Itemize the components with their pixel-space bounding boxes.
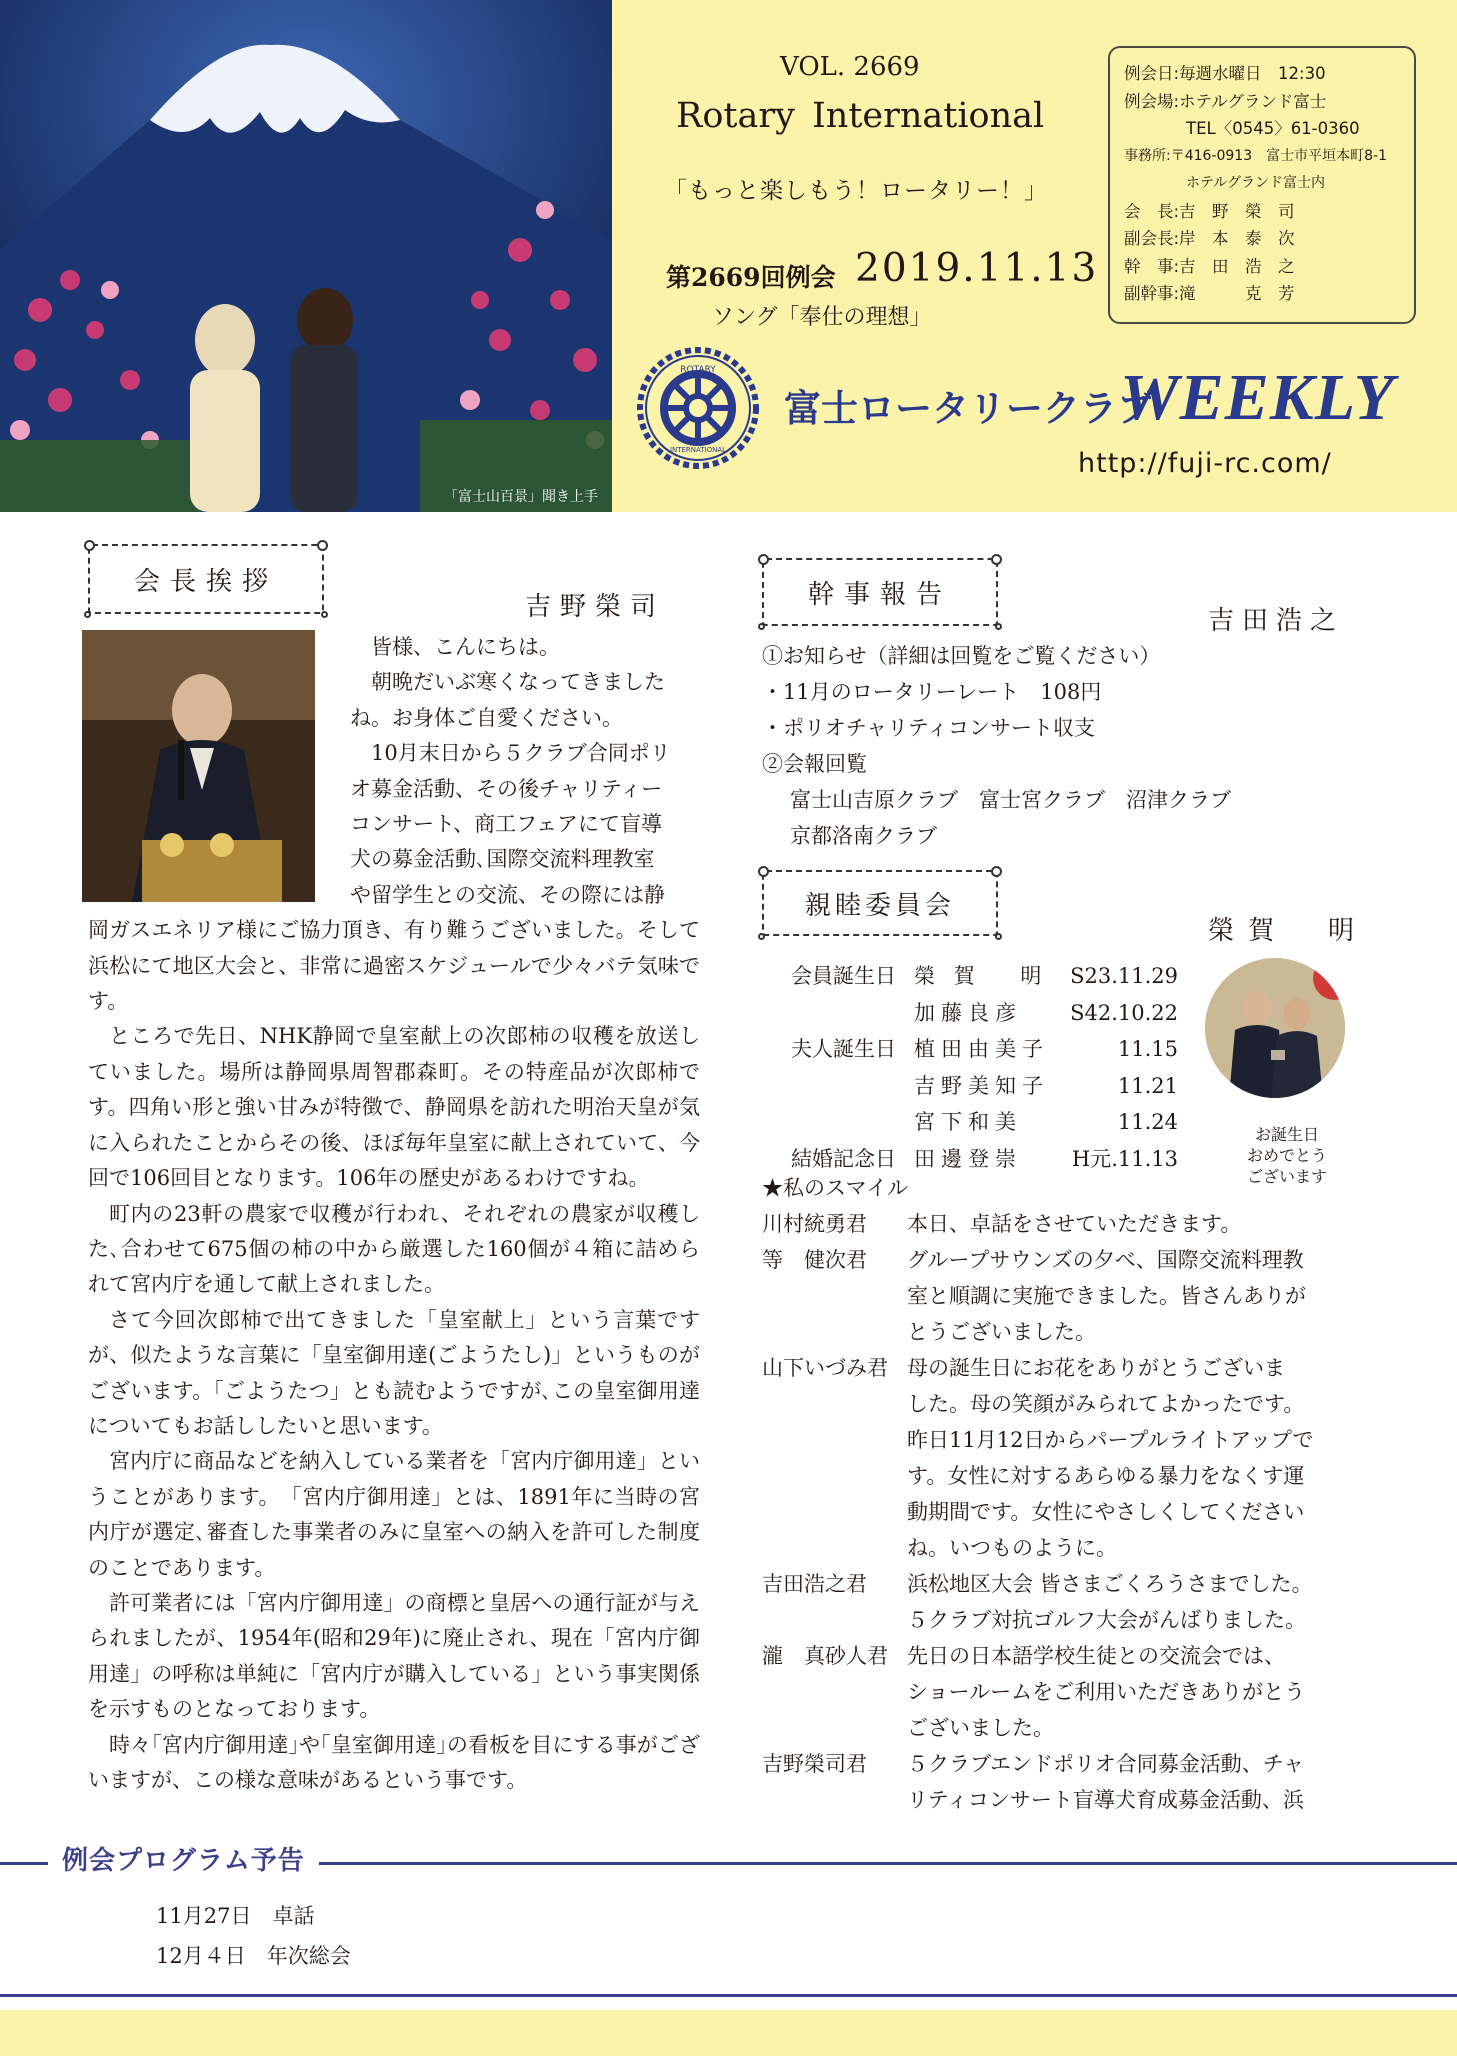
- meeting-song: ソング「奉仕の理想」: [712, 305, 932, 330]
- president-paragraph: 町内の23軒の農家で収穫が行われ、それぞれの農家が収穫した､合わせて675個の柿の中から厳選した160個が４箱に詰められて宮内庁を通して献上されました。: [88, 1201, 700, 1297]
- secretary-author: 吉田浩之: [1208, 606, 1345, 636]
- meeting-date: 2019.11.13: [855, 246, 1099, 291]
- smile-line: 母の誕生日にお花をありがとうございま: [907, 1356, 1285, 1380]
- club-name: 富士ロータリークラブ: [784, 386, 1154, 430]
- celebration-name: 植田由美子: [914, 1037, 1049, 1061]
- celebration-date: S23.11.29: [1070, 964, 1178, 988]
- smile-heading: ★私のスマイル: [762, 1176, 909, 1200]
- office-address-2: ホテルグランド富士内: [1186, 175, 1326, 191]
- president-paragraph: さて今回次郎柿で出てきました「皇室献上」という言葉ですが、似たような言葉に「皇室御用達(ごようたし)」というものがございます。「ごようたつ」とも読むようですが､この皇室御用達についてもお話ししたいと思います。: [88, 1307, 700, 1438]
- celebration-label: 夫人誕生日: [791, 1037, 896, 1061]
- president-heading: [88, 544, 324, 614]
- president-line: 皆様、こんにちは。: [371, 635, 560, 659]
- caption-line: お誕生日: [1254, 1125, 1319, 1144]
- header: [0, 0, 1457, 512]
- wheel-text-bottom: INTERNATIONAL: [669, 446, 727, 454]
- celebration-date: S42.10.22: [1070, 1000, 1178, 1025]
- president-line: コンサート、商工フェアにて盲導: [350, 812, 663, 837]
- secretary-heading-text: 幹事報告: [807, 579, 952, 610]
- smile-line: ５クラブ対抗ゴルフ大会がんばりました。: [907, 1608, 1306, 1632]
- celebration-name: 宮下和美: [914, 1110, 1022, 1134]
- program-item: 12月４日 年次総会: [156, 1944, 351, 1968]
- smile-member: 吉野榮司君: [762, 1752, 867, 1776]
- smile-member: 山下いづみ君: [762, 1356, 888, 1380]
- smile-line: ね。いつものように。: [907, 1536, 1117, 1560]
- smile-line: 室と順調に実施できました。皆さんありが: [907, 1284, 1306, 1308]
- footer-band: [0, 2010, 1457, 2056]
- cover-photo: [0, 0, 612, 512]
- celebration-date: 11.21: [1117, 1073, 1178, 1098]
- club-url-link[interactable]: http://fuji-rc.com/: [1078, 448, 1332, 479]
- caption-line: ございます: [1246, 1167, 1327, 1186]
- smile-member: 等 健次君: [762, 1248, 867, 1272]
- president-line: 犬の募金活動､国際交流料理教室: [350, 847, 655, 872]
- cover-caption: 「富士山百景」聞き上手: [444, 489, 598, 505]
- celebration-label: [770, 1104, 914, 1141]
- celebration-name: 加藤良彦: [914, 1000, 1022, 1025]
- president-line: や留学生との交流、その際には静: [350, 882, 665, 907]
- smile-line: 動期間です。女性にやさしくしてください: [907, 1500, 1305, 1524]
- birthday-photo: [1205, 958, 1345, 1098]
- celebration-label: 結婚記念日: [791, 1146, 896, 1171]
- secretary-report: [762, 638, 1362, 854]
- program-list: [156, 1896, 351, 1976]
- meeting-day: 例会日:毎週水曜日 12:30: [1124, 64, 1326, 83]
- social-heading: [762, 870, 998, 936]
- celebration-row: [770, 958, 1178, 995]
- smile-member: 吉田浩之君: [762, 1572, 867, 1596]
- president-heading-text: 会長挨拶: [133, 566, 278, 597]
- celebration-name: 田邊登崇: [914, 1146, 1022, 1171]
- rotary-wheel-icon: [634, 344, 762, 472]
- celebration-label: 会員誕生日: [791, 964, 896, 988]
- social-author: 榮賀 明: [1208, 916, 1369, 946]
- smile-member: 瀧 真砂人君: [762, 1644, 888, 1668]
- annual-theme: 「もっと楽しもう！ロータリー！」: [664, 178, 1048, 204]
- smile-line: リティコンサート盲導犬育成募金活動、浜: [907, 1788, 1304, 1812]
- president-paragraph: ところで先日、NHK静岡で皇室献上の次郎柿の収穫を放送していました。場所は静岡県周智郡森町。その特産品が次郎柿です。四角い形と強い甘みが特徴で、静岡県を訪れた明治天皇が気に入られたことからその後、ほぼ毎年皇室に献上されていて、今回で106回目となります。106年の歴史があるわけですね。: [88, 1024, 700, 1191]
- president-name: 会 長:吉 野 榮 司: [1124, 201, 1295, 221]
- celebration-table: [770, 958, 1178, 1177]
- smile-box-section: [762, 1170, 1377, 1818]
- president-paragraph: 岡ガスエネリア様にご協力頂き、有り難うございました。そして浜松にて地区大会と、非常に過密スケジュールで少々バテ気味です。: [88, 918, 700, 1014]
- president-paragraph: 宮内庁に商品などを納入している業者を「宮内庁御用達」ということがあります。 「宮内庁御用達」とは、1891年に当時の宮内庁が選定､審査した事業者のみに皇室への納入を許可した制度のことであります。: [88, 1449, 700, 1580]
- smile-entry: [762, 1350, 1377, 1566]
- smile-entry: [762, 1746, 1377, 1818]
- smile-line: ございました。: [907, 1716, 1054, 1740]
- celebration-row: [770, 1104, 1178, 1141]
- program-rule-bottom: [0, 1994, 1457, 1997]
- smile-line: ショールームをご利用いただきありがとう: [907, 1680, 1306, 1704]
- smile-line: 本日、卓話をさせていただきます。: [907, 1212, 1242, 1236]
- celebration-label: [770, 995, 914, 1032]
- smile-member: 川村統勇君: [762, 1212, 867, 1236]
- program-item: 11月27日 卓話: [156, 1904, 315, 1928]
- smile-line: とうございました。: [907, 1320, 1096, 1344]
- smile-line: 浜松地区大会 皆さまごくろうさまでした。: [907, 1572, 1313, 1596]
- office-address: 事務所:〒416-0913 富士市平垣本町8-1: [1124, 147, 1387, 164]
- celebration-row: [770, 995, 1178, 1032]
- celebration-row: [770, 1031, 1178, 1068]
- president-line: 朝晩だいぶ寒くなってきました: [371, 670, 665, 695]
- president-paragraph: 許可業者には「宮内庁御用達」の商標と皇居への通行証が与えられましたが、1954年(昭和29年)に廃止され、現在「宮内庁御用達」の呼称は単純に「宮内庁が購入している」という事実関係を示すものとなっております。: [88, 1590, 700, 1722]
- meeting-number: 第2669回例会: [666, 263, 836, 292]
- secretary-line: ・11月のロータリーレート 108円: [762, 680, 1102, 704]
- smile-message: [907, 1566, 1377, 1638]
- celebration-name: 榮 賀 明: [914, 964, 1048, 988]
- social-heading-text: 親睦委員会: [804, 890, 955, 921]
- smile-line: ５クラブエンドポリオ合同募金活動、チャ: [907, 1752, 1305, 1776]
- program-title: 例会プログラム予告: [48, 1840, 319, 1877]
- vice-secretary-name: 副幹事:滝 克 芳: [1124, 284, 1295, 303]
- vice-president-name: 副会長:岸 本 泰 次: [1124, 229, 1295, 248]
- president-line: 10月末日から５クラブ合同ポリ: [371, 741, 671, 766]
- club-info-box: [1108, 46, 1416, 324]
- wheel-text-top: ROTARY: [680, 365, 716, 375]
- smile-line: グループサウンズの夕べ、国際交流料理教: [907, 1248, 1304, 1272]
- smile-message: [907, 1350, 1377, 1566]
- president-line: ね。お身体ご自愛ください。: [350, 705, 623, 730]
- smile-line: す。女性に対するあらゆる暴力をなくす運: [907, 1464, 1305, 1488]
- meeting-place: 例会場:ホテルグランド富士: [1124, 91, 1327, 111]
- weekly-logo: WEEKLY: [1120, 361, 1395, 434]
- president-message: [88, 630, 700, 1798]
- celebration-label: [770, 1068, 914, 1105]
- smile-line: 昨日11月12日からパープルライトアップで: [907, 1428, 1314, 1452]
- smile-entry: [762, 1206, 1377, 1242]
- celebration-date: 11.24: [1117, 1110, 1178, 1134]
- secretary-line: ・ポリオチャリティコンサート収支: [762, 716, 1096, 740]
- mount-fuji-illustration: [0, 0, 612, 512]
- smile-message: [907, 1206, 1377, 1242]
- president-paragraph: 時々｢宮内庁御用達｣や｢皇室御用達｣の看板を目にする事がございますが、この様な意味があるという事です。: [88, 1732, 700, 1792]
- smile-entry: [762, 1566, 1377, 1638]
- smile-message: [907, 1638, 1377, 1746]
- organization-name: Rotary International: [676, 96, 1045, 136]
- secretary-line: ①お知らせ（詳細は回覧をご覧ください）: [762, 644, 1161, 668]
- celebration-date: 11.15: [1117, 1037, 1178, 1061]
- smile-line: した。母の笑顔がみられてよかったです。: [907, 1392, 1305, 1416]
- smile-entry: [762, 1242, 1377, 1350]
- club-tel: TEL〈0545〉61-0360: [1186, 119, 1360, 138]
- caption-line: おめでとう: [1246, 1146, 1327, 1165]
- smile-message: [907, 1746, 1377, 1818]
- secretary-heading: [762, 558, 998, 626]
- celebration-name: 吉野美知子: [914, 1073, 1049, 1098]
- secretary-line: ②会報回覧: [762, 752, 867, 776]
- secretary-line: 富士山吉原クラブ 富士宮クラブ 沼津クラブ: [790, 788, 1231, 812]
- president-line: オ募金活動、その後チャリティー: [350, 776, 663, 801]
- president-author: 吉野榮司: [525, 592, 666, 622]
- celebration-row: [770, 1068, 1178, 1105]
- celebration-date: H元.11.13: [1071, 1146, 1178, 1171]
- smile-entry: [762, 1638, 1377, 1746]
- secretary-name: 幹 事:吉 田 浩 之: [1124, 256, 1295, 276]
- birthday-ceremony-image: [1205, 958, 1345, 1098]
- secretary-line: 京都洛南クラブ: [790, 824, 937, 848]
- volume-number: VOL. 2669: [780, 52, 920, 82]
- smile-line: 先日の日本語学校生徒との交流会では、: [907, 1644, 1285, 1668]
- smile-message: [907, 1242, 1377, 1350]
